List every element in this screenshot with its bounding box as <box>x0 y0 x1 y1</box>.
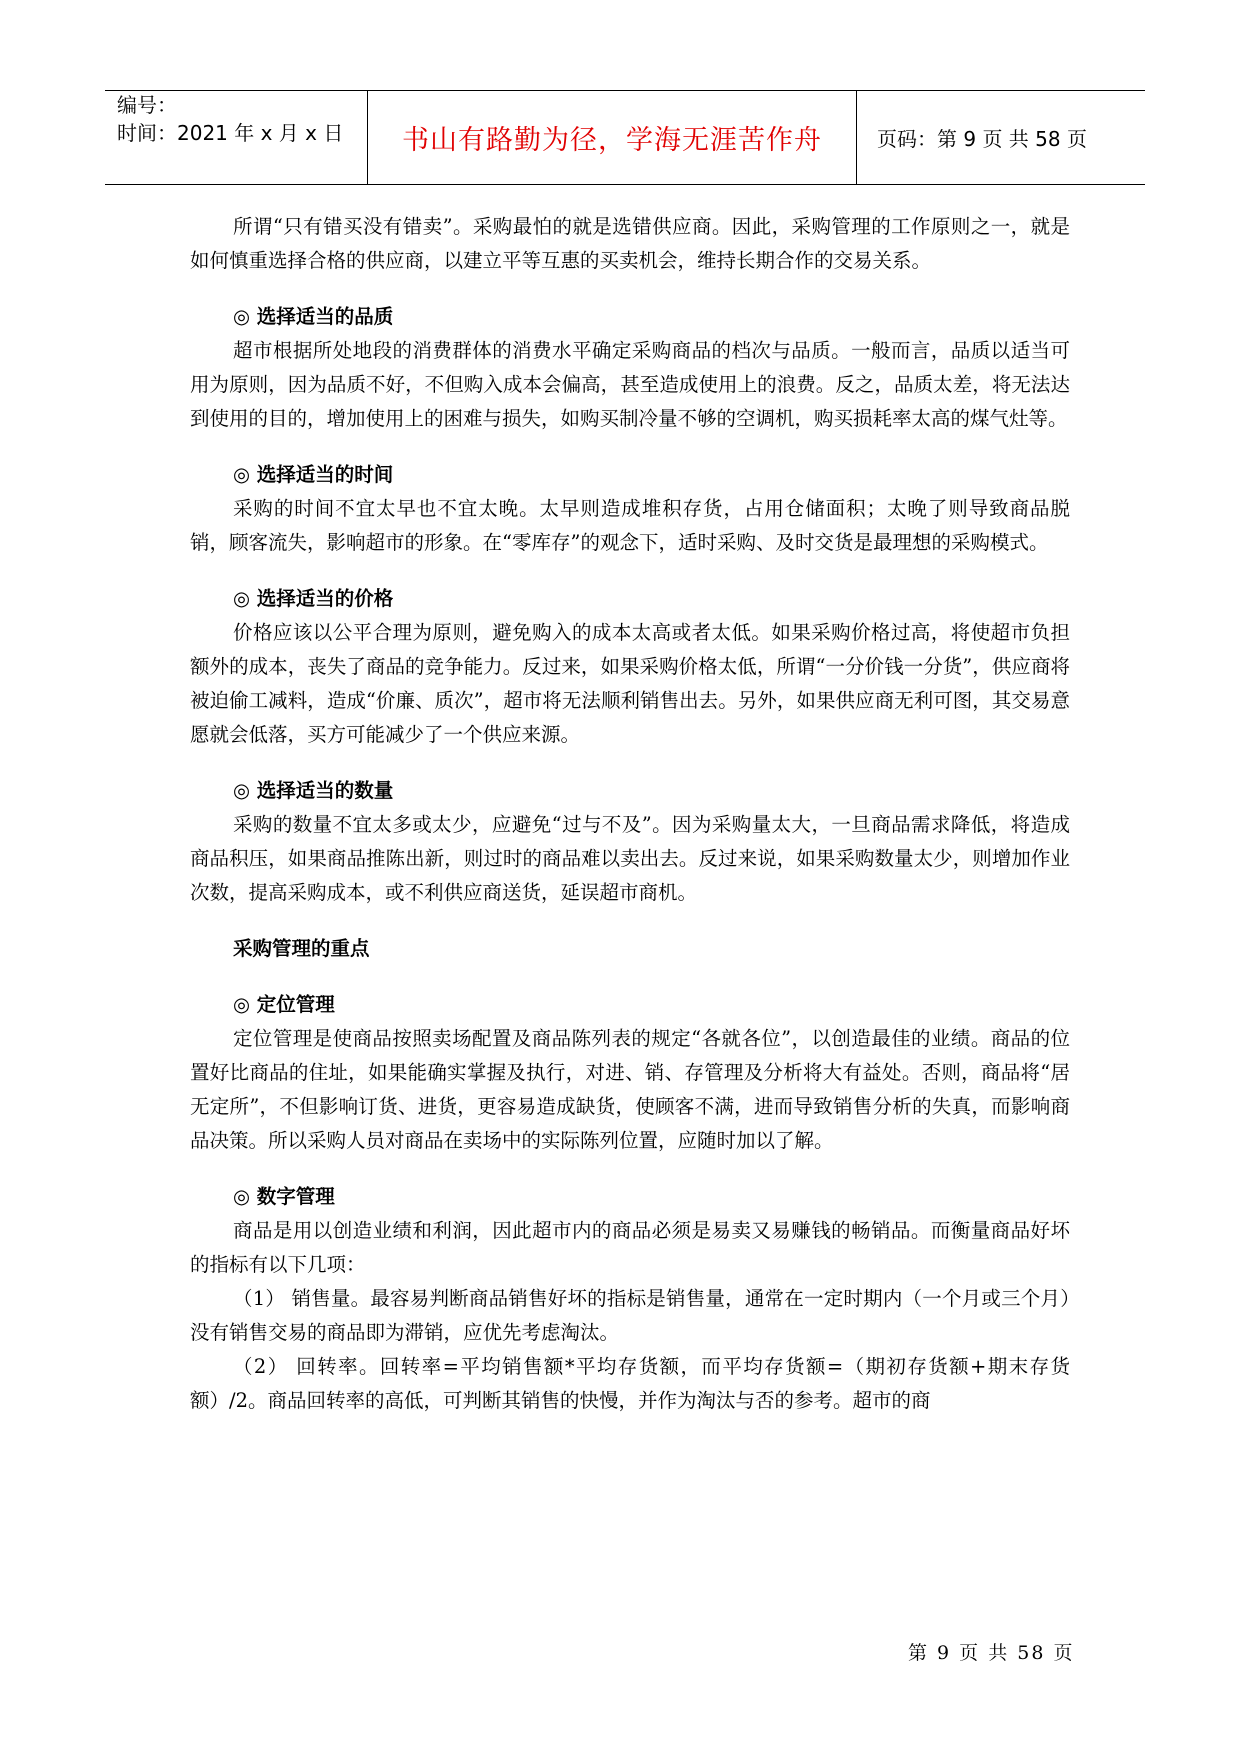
header-page-info: 页码：第 9 页 共 58 页 <box>877 127 1087 151</box>
section-heading: ◎ 选择适当的时间 <box>233 463 394 486</box>
section-heading: ◎ 定位管理 <box>233 993 335 1016</box>
spacer <box>190 966 1070 988</box>
spacer <box>190 752 1070 774</box>
page-header <box>105 90 1145 185</box>
paragraph: 定位管理是使商品按照卖场配置及商品陈列表的规定“各就各位”，以创造最佳的业绩。商品的位置好比商品的住址，如果能确实掌握及执行，对进、销、存管理及分析将大有益处。否则，商品将“居无定所”，不但影响订货、进货，更容易造成缺货，使顾客不满，进而导致销售分析的失真，而影响商品决策。所以采购人员对商品在卖场中的实际陈列位置，应随时加以了解。 <box>190 1027 1070 1152</box>
paragraph: 价格应该以公平合理为原则，避免购入的成本太高或者太低。如果采购价格过高，将使超市负担额外的成本，丧失了商品的竞争能力。反过来，如果采购价格太低，所谓“一分价钱一分货”，供应商将被迫偷工减料，造成“价廉、质次”，超市将无法顺利销售出去。另外，如果供应商无利可图，其交易意愿就会低落，买方可能减少了一个供应来源。 <box>190 621 1070 746</box>
spacer <box>190 560 1070 582</box>
spacer <box>190 910 1070 932</box>
list-item: （1） 销售量。最容易判断商品销售好坏的指标是销售量，通常在一定时期内（一个月或三个月）没有销售交易的商品即为滞销，应优先考虑淘汰。 <box>190 1287 1070 1344</box>
paragraph: 超市根据所处地段的消费群体的消费水平确定采购商品的档次与品质。一般而言，品质以适当可用为原则，因为品质不好，不但购入成本会偏高，甚至造成使用上的浪费。反之，品质太差，将无法达到使用的目的，增加使用上的困难与损失，如购买制冷量不够的空调机，购买损耗率太高的煤气灶等。 <box>190 339 1070 430</box>
page-footer: 第 9 页 共 58 页 <box>908 1642 1075 1664</box>
section-heading: ◎ 选择适当的价格 <box>233 587 394 610</box>
section-heading: ◎ 选择适当的数量 <box>233 779 394 802</box>
paragraph: 商品是用以创造业绩和利润，因此超市内的商品必须是易卖又易赚钱的畅销品。而衡量商品好坏的指标有以下几项： <box>190 1219 1070 1276</box>
header-motto-cell <box>368 91 857 184</box>
paragraph: 采购的数量不宜太多或太少，应避免“过与不及”。因为采购量太大，一旦商品需求降低，将造成商品积压，如果商品推陈出新，则过时的商品难以卖出去。反过来说，如果采购数量太少，则增加作业次数，提高采购成本，或不利供应商送货，延误超市商机。 <box>190 813 1070 904</box>
section-heading: 采购管理的重点 <box>233 937 370 960</box>
header-info-cell <box>105 91 368 184</box>
spacer <box>190 278 1070 300</box>
section-heading: ◎ 数字管理 <box>233 1185 335 1208</box>
section-heading: ◎ 选择适当的品质 <box>233 305 394 328</box>
header-motto: 书山有路勤为径，学海无涯苦作舟 <box>402 125 822 156</box>
spacer <box>190 436 1070 458</box>
document-time-label: 时间：2021 年 x 月 x 日 <box>117 121 344 145</box>
list-item: （2） 回转率。回转率=平均销售额*平均存货额，而平均存货额=（期初存货额+期末存货额）/2。商品回转率的高低，可判断其销售的快慢，并作为淘汰与否的参考。超市的商 <box>190 1355 1070 1412</box>
paragraph: 所谓“只有错买没有错卖”。采购最怕的就是选错供应商。因此，采购管理的工作原则之一，就是如何慎重选择合格的供应商，以建立平等互惠的买卖机会，维持长期合作的交易关系。 <box>190 215 1070 272</box>
document-number-label: 编号： <box>117 93 177 117</box>
paragraph: 采购的时间不宜太早也不宜太晚。太早则造成堆积存货，占用仓储面积；太晚了则导致商品脱销，顾客流失，影响超市的形象。在“零库存”的观念下，适时采购、及时交货是最理想的采购模式。 <box>190 497 1070 554</box>
document-body <box>190 210 1070 1418</box>
spacer <box>190 1158 1070 1180</box>
header-page-cell <box>857 91 1145 184</box>
